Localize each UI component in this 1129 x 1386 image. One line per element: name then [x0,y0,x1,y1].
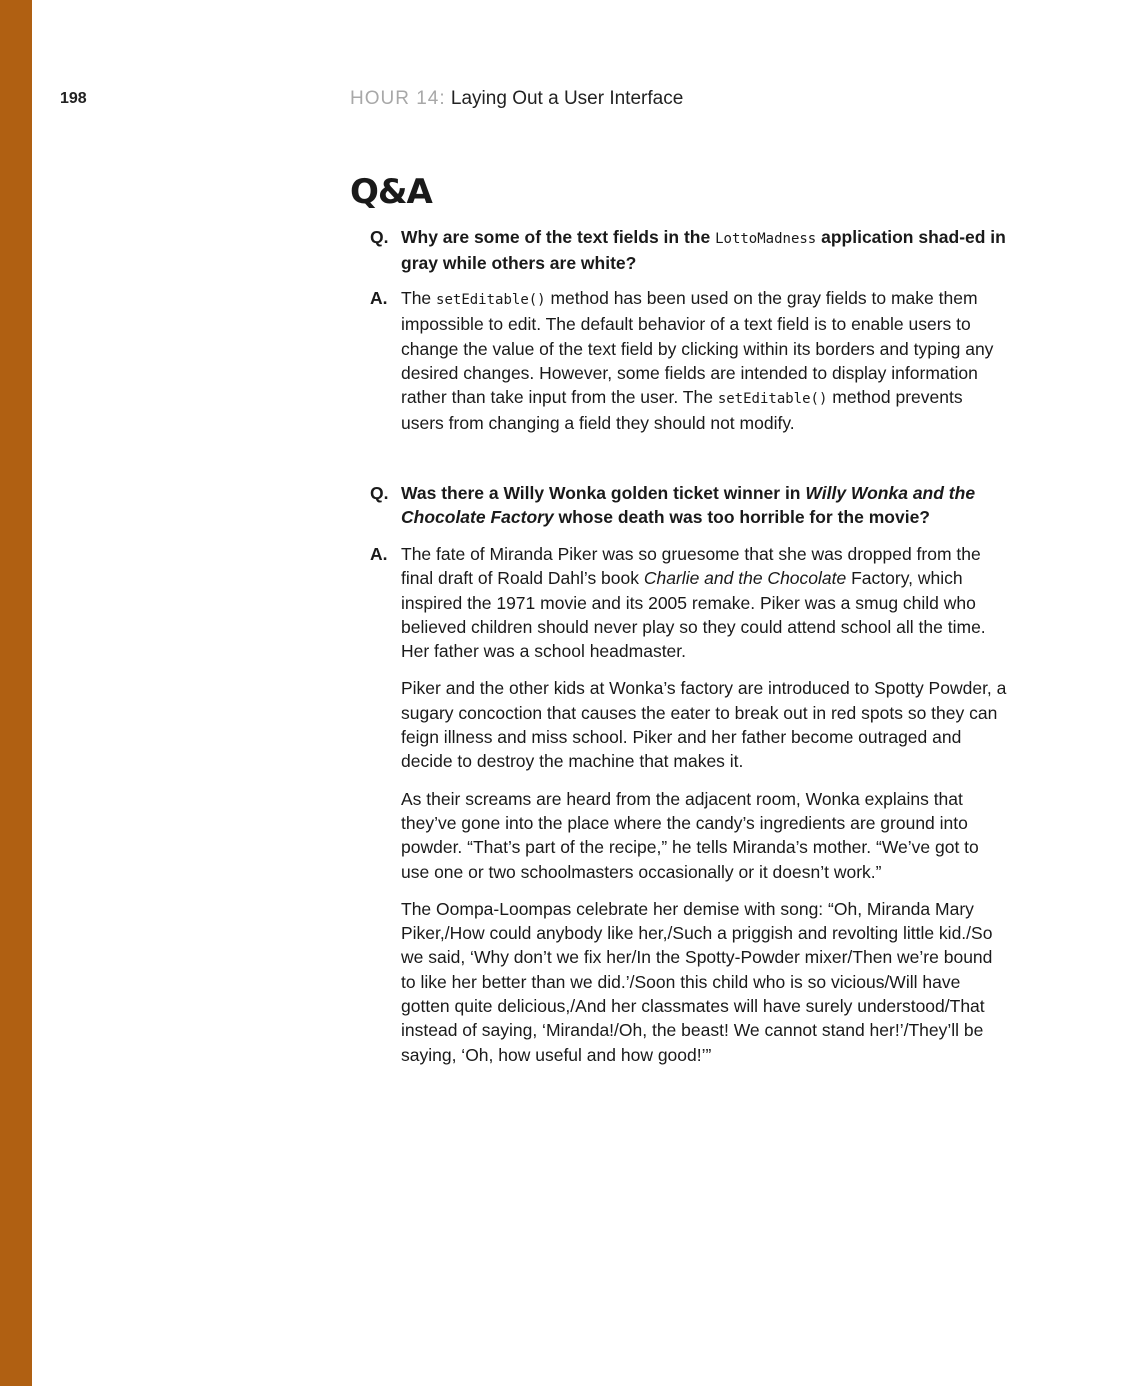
answer-1 [370,286,1010,436]
question-1 [370,225,1010,276]
movie-title: Willy Wonka and the Chocolate Factory [401,483,976,528]
question-text-part: application shad-ed in gray while others are white? [401,227,1006,274]
qa-entry-2 [370,481,1010,530]
answer-marker: A. [370,288,388,308]
question-text [401,225,1010,276]
hour-label: HOUR 14: [350,88,446,109]
question-marker: Q. [370,483,389,503]
question-text [401,481,1010,530]
answer-marker: A. [370,544,388,564]
answer-text-part: method prevents users from changing a field they should not modify. [401,387,963,434]
answer-block-2 [370,542,1010,1067]
answer-text-part: Factory, which inspired the 1971 movie and its 2005 remake. Piker was a smug child who believed children should never play so they could attend school all the time. Her father was a school headmaster. [401,568,986,662]
question-text-part: Why are some of the text fields in the [401,227,716,247]
answer-text [401,542,1010,1067]
answer-paragraph-4: The Oompa-Loompas celebrate her demise with song: “Oh, Miranda Mary Piker,/How could anybody like her,/Such a priggish and revolting little kid./So we said, ‘Why don’t we fix her/In the Spotty-Powder mixer/Then we’re bound to like her better than we did.’/Soon this child who is so vicious/Will have gotten quite delicious,/And her classmates will have surely understood/That instead of saying, ‘Miranda!/Oh, the beast! We cannot stand her!’/They’ll be saying, ‘Oh, how useful and how good!’” [401,898,993,1065]
question-marker: Q. [370,227,389,247]
running-head [350,88,683,110]
qa-entry-1 [370,225,1010,276]
question-text-part: whose death was too horrible for the movie? [553,507,930,528]
answer-text [401,286,1010,436]
answer-paragraph-3: As their screams are heard from the adjacent room, Wonka explains that they’ve gone into the place where the candy’s ingredients are ground into powder. “That’s part of the recipe,” he tells Miranda’s mother. “We’ve got to use one or two schoolmasters occasionally or it doesn’t work.” [401,788,979,882]
answer-paragraph-2: Piker and the other kids at Wonka’s factory are introduced to Spotty Powder, a sugary concoction that causes the eater to break out in red spots so they can feign illness and miss school. Piker and her father become outraged and decide to destroy the machine that makes it. [401,678,1007,772]
book-title: Charlie and the Chocolate [643,568,847,589]
code-seteditable: setEditable() [436,292,546,308]
answer-text-part: The [401,288,437,308]
question-text-part: Was there a Willy Wonka golden ticket winner in [401,483,806,503]
answer-paragraph-1 [401,542,1010,663]
section-title: Q&A [350,172,432,212]
chapter-title: Laying Out a User Interface [450,88,684,109]
answer-block-1 [370,286,1010,436]
answer-text-part: The fate of Miranda Piker was so gruesome that she was dropped from the final draft of Roald Dahl’s book [401,544,981,589]
answer-text-part: method has been used on the gray fields to make them impossible to edit. The default behavior of a text field is to enable users to change the value of the text field by clicking within its borders and typing any desired changes. However, some fields are intended to display information rather than take input from the user. The [401,288,994,408]
page-number: 198 [60,90,87,107]
answer-2 [370,542,1010,1067]
chapter-color-bar [0,0,32,1386]
code-lottomadness: LottoMadness [715,231,817,247]
question-2 [370,481,1010,530]
code-seteditable: setEditable() [717,391,828,408]
